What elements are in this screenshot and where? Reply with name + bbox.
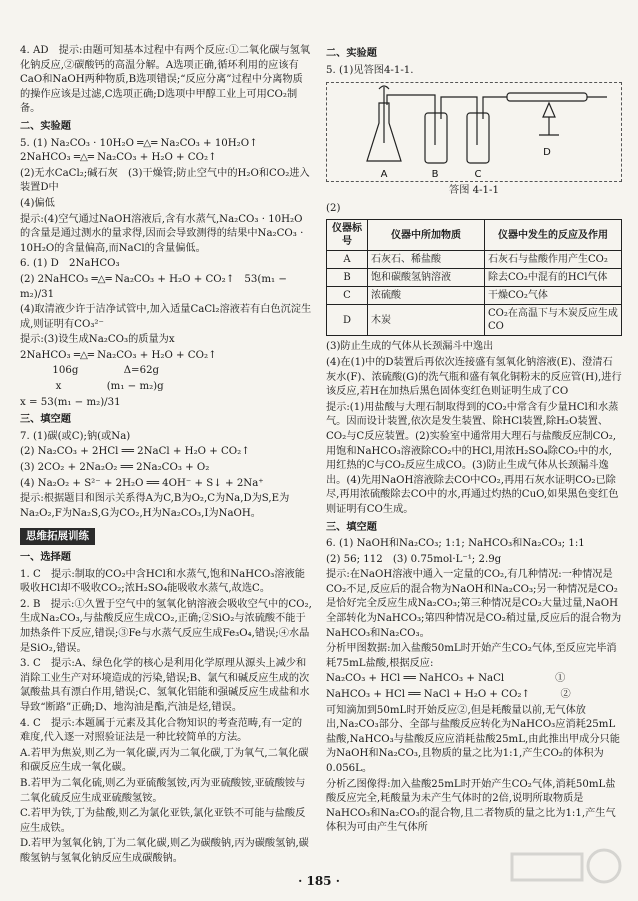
text-paragraph: 分析乙图像得:加入盐酸25mL时开始产生CO₂气体,消耗50mL盐酸反应完全,耗酸量为未产生气体时的2倍,说明所取物质是NaHCO₃和Na₂CO₃的混合物,且二者物质的量之比为1:1,产生气体积为可由产生气体所 <box>326 778 616 834</box>
text-paragraph: (4)取清液少许于洁净试管中,加入适量CaCl₂溶液若有白色沉淀生成,则证明有CO₃²⁻ <box>20 304 312 330</box>
text-paragraph: (2) 2NaHCO₃ ═△═ Na₂CO₃ + H₂O + CO₂↑ 53(m₁ − m₂)/31 <box>20 273 291 300</box>
diagram-label-a: A <box>380 169 388 180</box>
text-paragraph: B.若甲为二氧化硫,则乙为亚硫酸氢铵,丙为亚硫酸铵,亚硫酸铵与二氧化硫反应生成亚硫酸氢铵。 <box>20 777 306 804</box>
text-paragraph: (3)防止生成的气体从长颈漏斗中逸出 <box>326 341 494 353</box>
text-paragraph: NaHCO₃ + HCl ══ NaCl + H₂O + CO₂↑ ② <box>326 689 571 701</box>
text-paragraph: 2NaHCO₃ ═△═ Na₂CO₃ + H₂O + CO₂↑ <box>20 349 217 361</box>
diagram-caption: 答图 4-1-1 <box>449 185 499 197</box>
section-heading: 一、选择题 <box>20 552 71 563</box>
text-paragraph: 4. AD 提示:由题可知基本过程中有两个反应:①二氧化碳与氢氧化钠反应,②碳酸钙的高温分解。A选项正确,循环利用的应该有CaO和NaOH两种物质,B选项错误;“反应分离”过程中分离物质的操作应该是过滤,C选项正确;D选项中甲醇工业上可用CO₂制备。 <box>20 45 311 115</box>
text-paragraph: 2. B 提示:①久置于空气中的氢氧化钠溶液会吸收空气中的CO₂,生成Na₂CO₃,与盐酸反应生成CO₂,正确;②SiO₂与浓硫酸不能于加热条件下反应,错误;③Fe与水蒸气反应生成Fe₃O₄,错误;④水晶是SiO₂,错误。 <box>20 598 312 654</box>
text-paragraph: 6. (1) NaOH和Na₂CO₃; 1:1; NaHCO₃和Na₂CO₃; 1:1 <box>326 538 585 550</box>
text-paragraph: 提示:(4)空气通过NaOH溶液后,含有水蒸气,Na₂CO₃ · 10H₂O的含量是通过测水的量求得,因而会导致测得的结果中Na₂CO₃ · 10H₂O的含量偏高,而NaCl的含量偏低。 <box>20 213 307 254</box>
table-cell: 除去CO₂中混有的HCl气体 <box>485 269 622 287</box>
page-number: · 185 · <box>298 874 340 888</box>
text-paragraph: 5. (1) Na₂CO₃ · 10H₂O ═△═ Na₂CO₃ + 10H₂O↑ 2NaHCO₃ ═△═ Na₂CO₃ + H₂O + CO₂↑ <box>20 137 265 164</box>
table-cell: 石灰石、稀盐酸 <box>368 251 485 269</box>
text-paragraph: 分析甲图数据:加入盐酸50mL时开始产生CO₂气体,至反应完毕消耗75mL盐酸,根据反应: <box>326 643 617 669</box>
table-row <box>327 287 622 305</box>
text-paragraph: 6. (1) D 2NaHCO₃ <box>20 258 120 270</box>
watermark-logo-icon <box>506 846 626 896</box>
diagram-label-d: D <box>543 147 551 159</box>
right-column <box>326 44 622 837</box>
text-paragraph: 7. (1)碳(或C);钠(或Na) <box>20 430 131 442</box>
text-paragraph: D.若甲为氢氧化钠,丁为二氧化碳,则乙为碳酸钠,丙为碳酸氢钠,碳酸氢钠与氢氧化钠反应生成碳酸钠。 <box>20 838 309 864</box>
text-paragraph: (2)无水CaCl₂;碱石灰 (3)干燥管;防止空气中的H₂O和CO₂进入装置D中 <box>20 167 310 194</box>
table-body <box>327 251 622 336</box>
table-cell: 干燥CO₂气体 <box>485 287 622 305</box>
text-paragraph: x = 53(m₁ − m₂)/31 <box>20 396 121 408</box>
text-paragraph: (3) 2CO₂ + 2Na₂O₂ ══ 2Na₂CO₃ + O₂ <box>20 462 210 474</box>
table-cell: CO₂在高温下与木炭反应生成CO <box>485 305 622 336</box>
table-header-cell: 仪器标号 <box>327 220 368 251</box>
text-paragraph: 5. (1)见答图4-1-1. <box>326 64 414 76</box>
section-banner: 思维拓展训练 <box>20 528 95 545</box>
text-paragraph: 提示:根据题目和图示关系得A为C,B为O₂,C为Na,D为S,E为Na₂O₂,F为Na₂S,G为CO₂,H为Na₂CO₃,I为NaOH。 <box>20 493 290 519</box>
diagram-label-b: B <box>431 169 439 180</box>
right-top-section <box>326 47 622 78</box>
table-cell: A <box>327 251 368 269</box>
text-paragraph: 可知滴加到50mL时开始反应②,但是耗酸量以前,无气体放出,Na₂CO₃部分、全部与盐酸反应转化为NaHCO₃应消耗25mL盐酸,NaHCO₃与盐酸反应应消耗盐酸25mL,由此推出甲成分只能为NaOH和Na₂CO₃,且物质的量之比为1:1,产生CO₂的体积为0.056L。 <box>326 704 620 774</box>
text-paragraph: (2) 56; 112 (3) 0.75mol·L⁻¹; 2.9g <box>326 553 502 565</box>
text-paragraph: (2) Na₂CO₃ + 2HCl ══ 2NaCl + H₂O + CO₂↑ <box>20 446 250 458</box>
text-paragraph: 3. C 提示:A、绿色化学的核心是利用化学原理从源头上减少和消除工业生产对环境造成的污染,错误;B、氯气和碱反应生成的次氯酸盐具有漂白作用,错误;C、氢氧化铝能和强碱反应生成盐和水导致“断路”正确;D、地沟油是酯,汽油是烃,错误。 <box>20 658 310 713</box>
right-mid-section <box>326 202 622 217</box>
text-paragraph: (4)偏低 <box>20 197 55 209</box>
text-paragraph: x (m₁ − m₂)g <box>20 381 164 393</box>
text-paragraph: 1. C 提示:制取的CO₂中含HCl和水蒸气,饱和NaHCO₃溶液能吸收HCl却不吸收CO₂;浓H₂SO₄能吸收水蒸气,故选C。 <box>20 568 305 595</box>
text-paragraph: 提示:(1)用盐酸与大理石制取得到的CO₂中常含有少量HCl和水蒸气。因而设计装置,依次是发生装置、除HCl装置,除H₂O装置、CO₂与C反应装置。(2)实验室中通常用大理石与盐酸反应制CO₂,用饱和NaHCO₃溶液除CO₂中的HCl,用浓H₂SO₄除CO₂中的水,用红热的C与CO₂反应生成CO。(3)防止生成气体从长颈漏斗逸出。(4)先用NaOH溶液除去CO中CO₂,再用石灰水证明CO₂已除尽,再用浓硫酸除去CO中的水,再通过灼热的CuO,如果黑色变红色则证明有CO生成。 <box>326 401 619 515</box>
table-cell: D <box>327 305 368 336</box>
table-cell: 石灰石与盐酸作用产生CO₂ <box>485 251 622 269</box>
table-header-row <box>327 220 622 251</box>
table-cell: C <box>327 287 368 305</box>
text-paragraph: C.若甲为铁,丁为盐酸,则乙为氯化亚铁,氯化亚铁不可能与盐酸反应生成铁。 <box>20 808 306 834</box>
text-paragraph: (4)在(1)中的D装置后再依次连接盛有氢氧化钠溶液(E)、澄清石灰水(F)、浓硫酸(G)的洗气瓶和盛有氧化铜粉末的反应管(H),进行该反应,若H在加热后黑色固体变红色则证明生成了CO <box>326 356 622 398</box>
apparatus-diagram <box>326 82 622 182</box>
section-heading: 三、填空题 <box>326 521 377 533</box>
right-bottom-section <box>326 340 622 836</box>
apparatus-table <box>326 219 622 336</box>
table-cell: 木炭 <box>368 305 485 336</box>
table-cell: B <box>327 269 368 287</box>
table-row <box>327 269 622 287</box>
apparatus-icon <box>327 83 621 179</box>
left-column <box>20 44 312 867</box>
table-cell: 饱和碳酸氢钠溶液 <box>368 269 485 287</box>
section-heading: 二、实验题 <box>20 120 71 132</box>
table-header-cell: 仪器中发生的反应及作用 <box>485 220 622 251</box>
section-heading: 二、实验题 <box>326 48 377 59</box>
section-heading: 三、填空题 <box>20 414 71 426</box>
text-paragraph: 提示:(3)设生成Na₂CO₃的质量为x <box>20 334 175 346</box>
table-cell: 浓硫酸 <box>368 287 485 305</box>
text-paragraph: 提示:在NaOH溶液中通入一定量的CO₂,有几种情况:一种情况是CO₂不足,反应后的混合物为NaOH和Na₂CO₃;另一种情况是CO₂是恰好完全反应生成Na₂CO₃;第三种情况是CO₂大量过量,NaOH全部转化为NaHCO₃;第四种情况是CO₂稍过量,反应后的混合物为NaHCO₃和Na₂CO₃。 <box>326 569 622 639</box>
text-paragraph: Na₂CO₃ + HCl ══ NaHCO₃ + NaCl ① <box>326 673 566 685</box>
text-paragraph: (4) Na₂O₂ + S²⁻ + 2H₂O ══ 4OH⁻ + S↓ + 2Na⁺ <box>20 477 264 489</box>
text-paragraph: (2) <box>326 202 341 214</box>
text-paragraph: 106g Δ=62g <box>20 365 160 377</box>
diagram-label-c: C <box>474 169 482 180</box>
text-paragraph: 4. C 提示:本题属于元素及其化合物知识的考查范畴,有一定的难度,代入逐一对照验证法是一种比较简单的方法。 <box>20 717 303 744</box>
table-row <box>327 305 622 336</box>
text-paragraph: A.若甲为焦炭,则乙为一氧化碳,丙为二氧化碳,丁为氧气,二氧化碳和碳反应生成一氧化碳。 <box>20 747 309 774</box>
table-row <box>327 251 622 269</box>
table-header-cell: 仪器中所加物质 <box>368 220 485 251</box>
